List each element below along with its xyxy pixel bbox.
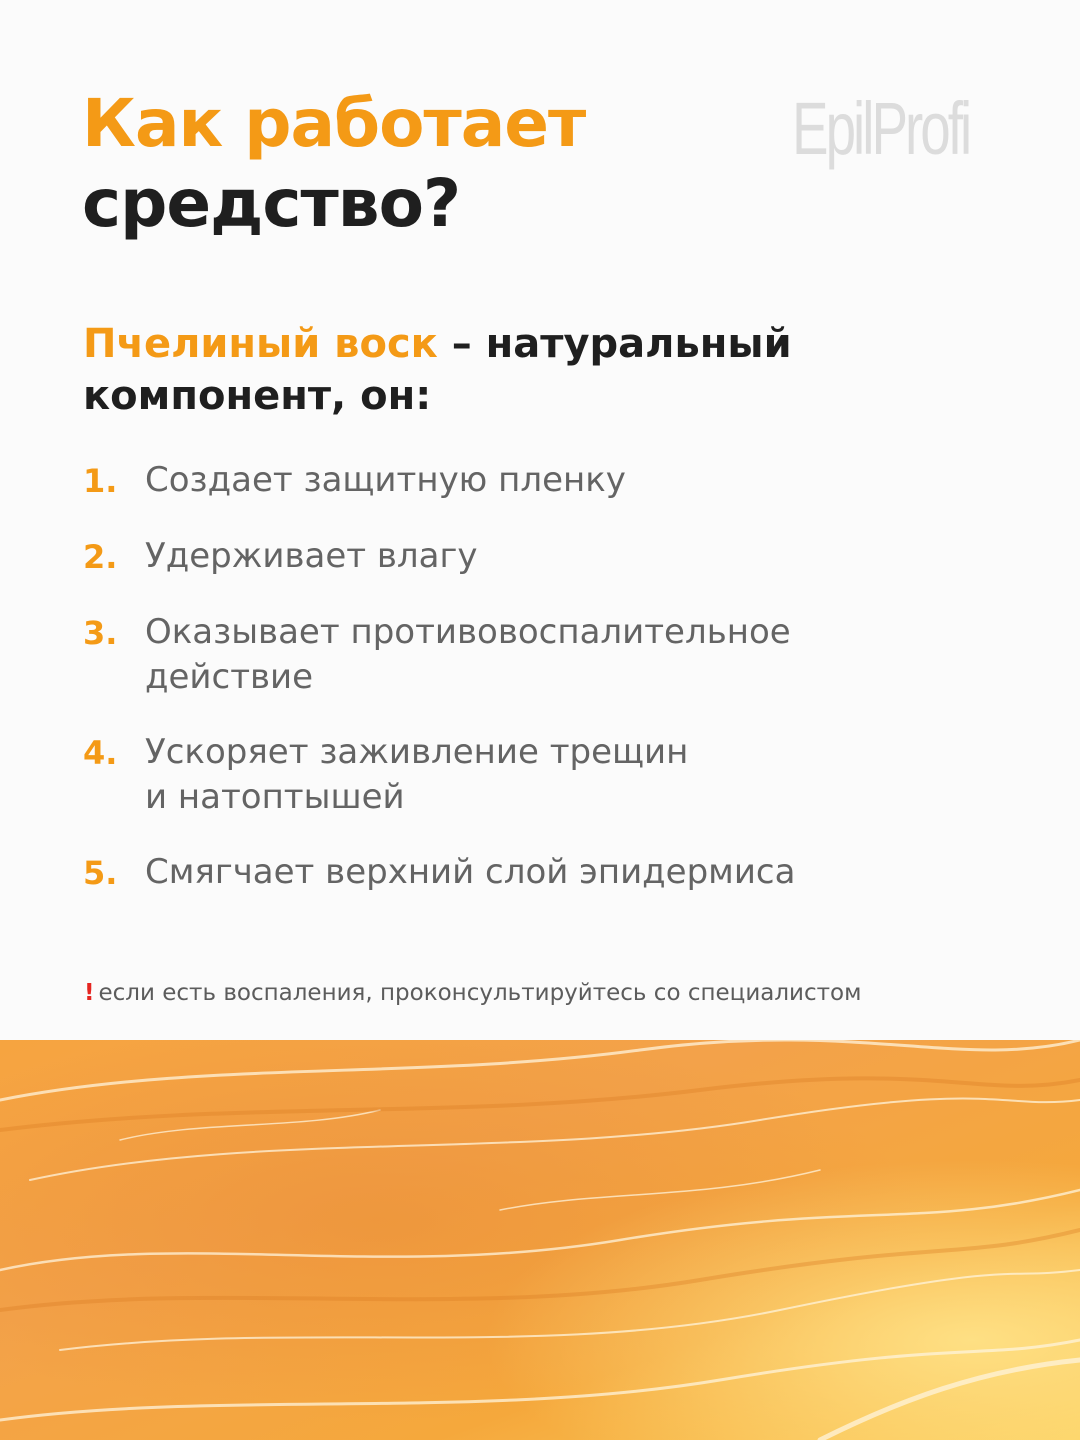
item-number: 3. bbox=[83, 614, 118, 652]
warning-text: если есть воспаления, проконсультируйтесь со специалистом bbox=[98, 980, 862, 1006]
item-text-line: Ускоряет заживление трещин bbox=[145, 732, 689, 772]
item-text-line: и натоптышей bbox=[145, 777, 405, 817]
list-item bbox=[83, 730, 983, 820]
list-item bbox=[83, 850, 983, 896]
item-text-line: Оказывает противовоспалительное bbox=[145, 612, 791, 652]
item-number: 1. bbox=[83, 462, 118, 500]
warning-note bbox=[84, 980, 861, 1006]
list-item bbox=[83, 458, 983, 504]
intro-text-1: – натуральный bbox=[437, 321, 792, 367]
item-text-line: действие bbox=[145, 657, 314, 697]
page-title bbox=[82, 84, 585, 244]
title-line-2: средство? bbox=[82, 165, 461, 242]
intro-text-2: компонент, он: bbox=[83, 373, 432, 419]
item-text bbox=[145, 730, 688, 820]
item-text: Удерживает влагу bbox=[145, 536, 478, 576]
intro-highlight: Пчелиный воск bbox=[83, 321, 438, 367]
item-text: Смягчает верхний слой эпидермиса bbox=[145, 852, 796, 892]
item-number: 5. bbox=[83, 854, 118, 892]
brand-logo: EpilProfi bbox=[792, 87, 970, 170]
warning-icon: ! bbox=[84, 980, 95, 1006]
intro-heading bbox=[83, 318, 983, 422]
benefits-list bbox=[83, 458, 983, 896]
item-number: 4. bbox=[83, 734, 118, 772]
title-line-1: Как работает bbox=[82, 85, 586, 162]
item-text bbox=[145, 610, 791, 700]
list-item bbox=[83, 534, 983, 580]
list-item bbox=[83, 610, 983, 700]
item-number: 2. bbox=[83, 538, 118, 576]
item-text: Создает защитную пленку bbox=[145, 460, 626, 500]
beeswax-texture-image bbox=[0, 1040, 1080, 1440]
